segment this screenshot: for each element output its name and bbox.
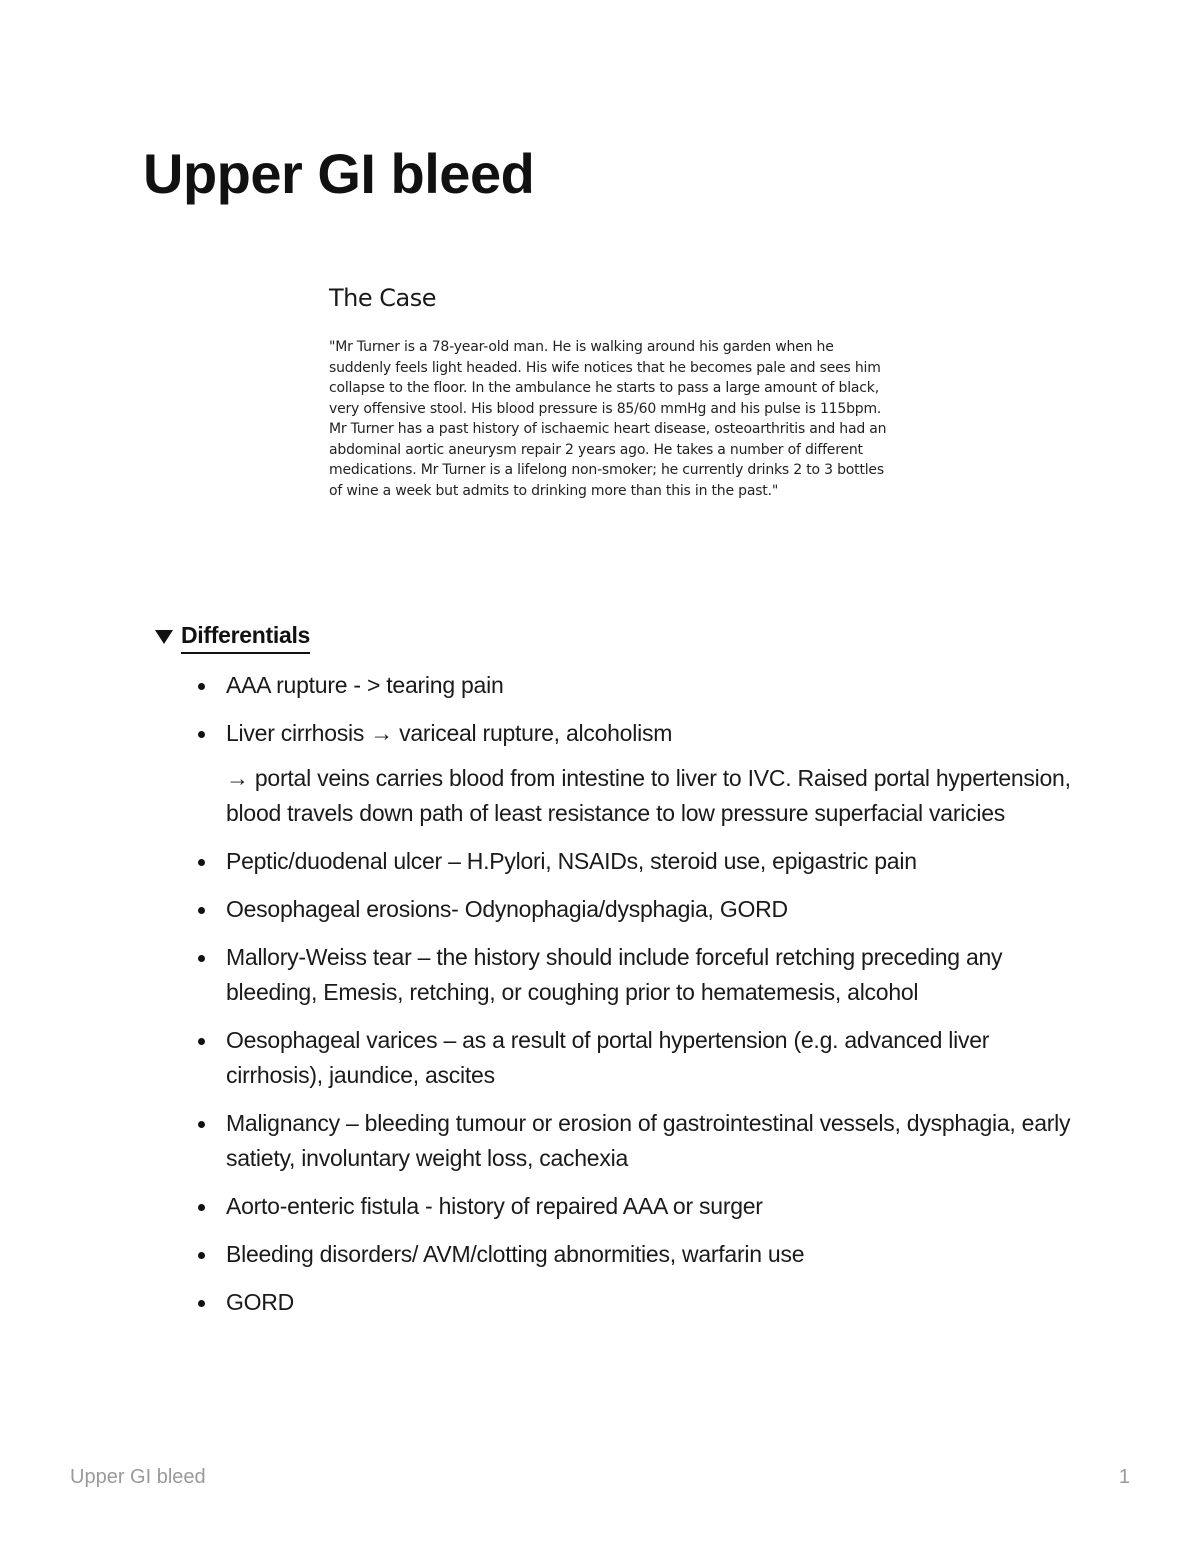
list-item bbox=[194, 844, 1074, 879]
list-item-text: Peptic/duodenal ulcer – H.Pylori, NSAIDs, steroid use, epigastric pain bbox=[226, 848, 917, 874]
differentials-toggle[interactable] bbox=[155, 618, 310, 654]
list-item-subtext: → portal veins carries blood from intestine to liver to IVC. Raised portal hypertension, blood travels down path of least resistance to low pressure superfacial varicies bbox=[226, 765, 1071, 826]
list-item bbox=[194, 668, 1074, 703]
list-item-text: Malignancy – bleeding tumour or erosion of gastrointestinal vessels, dysphagia, early satiety, involuntary weight loss, cachexia bbox=[226, 1110, 1071, 1171]
list-item bbox=[194, 716, 1074, 831]
list-item bbox=[194, 1106, 1074, 1176]
list-item bbox=[194, 940, 1074, 1010]
case-heading: The Case bbox=[329, 284, 436, 312]
list-item bbox=[194, 1237, 1074, 1272]
case-text: "Mr Turner is a 78-year-old man. He is walking around his garden when he suddenly feels light headed. His wife notices that he becomes pale and sees him collapse to the floor. In the ambulance he starts to pass a large amount of black, very offensive stool. His blood pressure is 85/60 mmHg and his pulse is 115bpm. Mr Turner has a past history of ischaemic heart disease, osteoarthritis and had an abdominal aortic aneurysm repair 2 years ago. He takes a number of different medications. Mr Turner is a lifelong non-smoker; he currently drinks 2 to 3 bottles of wine a week but admits to drinking more than this in the past." bbox=[329, 339, 887, 499]
list-item-text: Mallory-Weiss tear – the history should include forceful retching preceding any bleeding, Emesis, retching, or coughing prior to hematemesis, alcohol bbox=[226, 944, 1003, 1005]
list-item-text: GORD bbox=[226, 1289, 294, 1315]
list-item-text: Oesophageal erosions- Odynophagia/dysphagia, GORD bbox=[226, 896, 788, 922]
list-item bbox=[194, 1285, 1074, 1320]
toggle-triangle-icon[interactable] bbox=[155, 630, 173, 644]
list-item-text: Aorto-enteric fistula - history of repaired AAA or surger bbox=[226, 1193, 763, 1219]
footer-page-number: 1 bbox=[1118, 1466, 1130, 1488]
list-item bbox=[194, 1189, 1074, 1224]
case-section bbox=[329, 283, 889, 501]
list-item-text: Oesophageal varices – as a result of portal hypertension (e.g. advanced liver cirrhosis), jaundice, ascites bbox=[226, 1027, 990, 1088]
list-item-text: Bleeding disorders/ AVM/clotting abnormities, warfarin use bbox=[226, 1241, 805, 1267]
page-title: Upper GI bleed bbox=[143, 142, 535, 205]
list-item bbox=[194, 1023, 1074, 1093]
differentials-list bbox=[194, 668, 1074, 1333]
list-item bbox=[194, 892, 1074, 927]
list-item-text: Liver cirrhosis → variceal rupture, alcoholism bbox=[226, 720, 673, 746]
differentials-label[interactable]: Differentials bbox=[181, 618, 310, 654]
list-item-text: AAA rupture - > tearing pain bbox=[226, 672, 504, 698]
footer-document-title: Upper GI bleed bbox=[70, 1466, 206, 1488]
